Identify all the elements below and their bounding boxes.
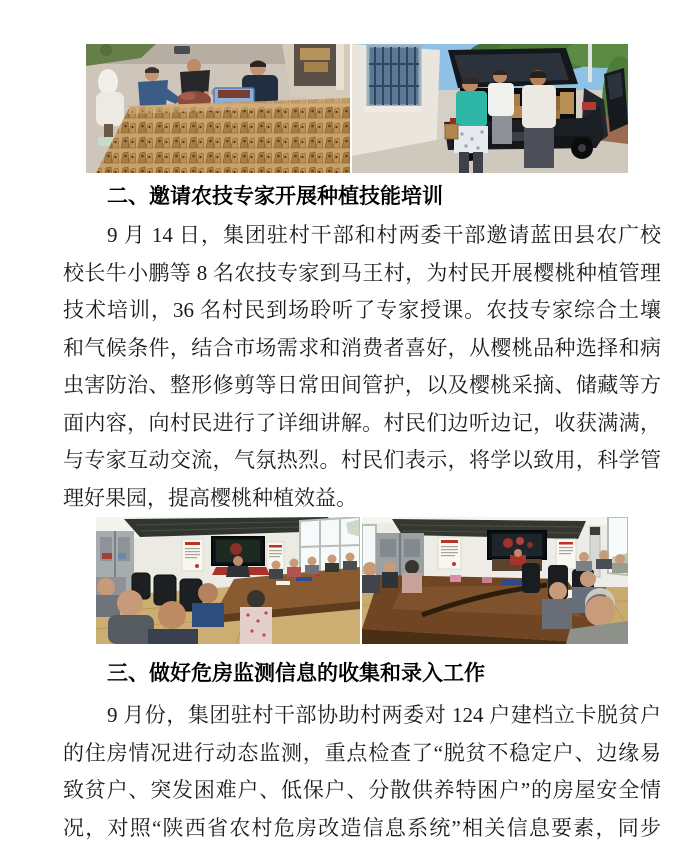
photo-sorting-paper-bags (86, 44, 350, 173)
poster (182, 539, 203, 571)
poster (556, 539, 576, 569)
paragraph-line: 面内容，向村民进行了详细讲解。村民们边听边记，收获满满， (63, 410, 661, 435)
section-3-paragraph (63, 697, 661, 847)
paragraph-line: 况，对照“陕西省农村危房改造信息系统”相关信息要素，同步 (63, 815, 661, 840)
section-3-heading: 三、做好危房监测信息的收集和录入工作 (107, 662, 485, 685)
paragraph-line: 9 月份，集团驻村干部协助村两委对 124 户建档立卡脱贫户 (107, 703, 661, 727)
section-2-paragraph (63, 217, 661, 517)
paragraph-line: 的住房情况进行动态监测，重点检查了“脱贫不稳定户、边缘易 (63, 740, 661, 765)
photo-row-top (86, 44, 628, 173)
photo-training-room-right (362, 517, 628, 644)
paragraph-line: 虫害防治、整形修剪等日常田间管护，以及樱桃采摘、储藏等方 (63, 373, 661, 397)
poster (438, 537, 461, 569)
paragraph-line: 和气候条件，结合市场需求和消费者喜好，从樱桃品种选择和病 (63, 335, 661, 360)
paragraph-line: 技术培训，36 名村民到场聆听了专家授课。农技专家综合土壤 (63, 298, 661, 322)
paragraph-line: 校长牛小鹏等 8 名农技专家到马王村，为村民开展樱桃种植管理 (63, 260, 661, 285)
paragraph-line: 理好果园，提高樱桃种植效益。 (63, 485, 357, 510)
paragraph-line: 与专家互动交流，气氛热烈。村民们表示，将学以致用，科学管 (63, 448, 661, 472)
photo-row-middle (96, 517, 628, 644)
section-2-heading: 二、邀请农技专家开展种植技能培训 (107, 185, 443, 208)
paragraph-line: 9 月 14 日，集团驻村干部和村两委干部邀请蓝田县农广校 (107, 223, 661, 247)
photo-loading-car (352, 44, 628, 173)
photo-training-room-left (96, 517, 360, 644)
paragraph-line: 致贫户、突发困难户、低保户、分散供养特困户”的房屋安全情 (63, 778, 661, 802)
